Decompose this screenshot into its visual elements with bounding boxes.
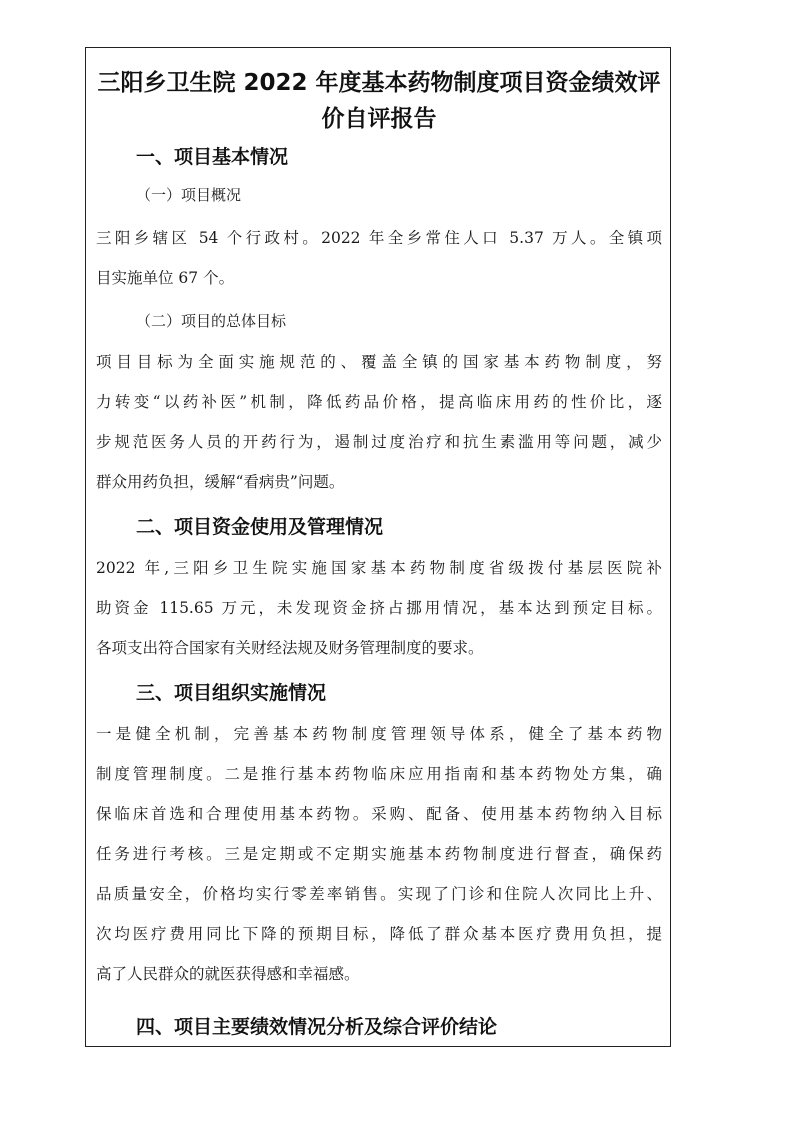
funds-line-3: 各项支出符合国家有关财经法规及财务管理制度的要求。 (96, 639, 484, 657)
goals-line-4: 群众用药负担，缓解“看病贵”问题。 (96, 473, 345, 491)
section-heading-basic-info: 一、项目基本情况 (136, 146, 289, 168)
implementation-line-1: 一是健全机制，完善基本药物制度管理领导体系，健全了基本药物 (96, 725, 662, 743)
section-heading-funds: 二、项目资金使用及管理情况 (136, 516, 384, 538)
subsection-heading-goals: （二）项目的总体目标 (136, 312, 287, 330)
overview-line-2: 目实施单位 67 个。 (96, 269, 235, 287)
document-frame (85, 47, 671, 1047)
overview-line-1: 三阳乡辖区 54 个行政村。2022 年全乡常住人口 5.37 万人。全镇项 (96, 229, 662, 247)
document-title-line-1: 三阳乡卫生院 2022 年度基本药物制度项目资金绩效评 (97, 70, 661, 96)
document-title-line-2: 价自评报告 (321, 106, 437, 132)
section-heading-implementation: 三、项目组织实施情况 (136, 682, 327, 704)
goals-line-1: 项目目标为全面实施规范的、覆盖全镇的国家基本药物制度，努 (96, 353, 662, 371)
implementation-line-4: 任务进行考核。三是定期或不定期实施基本药物制度进行督查，确保药 (96, 845, 662, 863)
implementation-line-3: 保临床首选和合理使用基本药物。采购、配备、使用基本药物纳入目标 (96, 805, 662, 823)
implementation-line-5: 品质量安全，价格均实行零差率销售。实现了门诊和住院人次同比上升、 (96, 885, 662, 903)
subsection-heading-overview: （一）项目概况 (136, 186, 242, 204)
goals-line-2: 力转变“以药补医”机制，降低药品价格，提高临床用药的性价比，逐 (96, 393, 662, 411)
implementation-line-2: 制度管理制度。二是推行基本药物临床应用指南和基本药物处方集，确 (96, 765, 662, 783)
implementation-line-7: 高了人民群众的就医获得感和幸福感。 (96, 965, 360, 983)
section-heading-performance: 四、项目主要绩效情况分析及综合评价结论 (136, 1016, 498, 1038)
funds-line-2: 助资金 115.65 万元，未发现资金挤占挪用情况，基本达到预定目标。 (96, 599, 662, 617)
funds-line-1: 2022 年,三阳乡卫生院实施国家基本药物制度省级拨付基层医院补 (96, 559, 662, 577)
goals-line-3: 步规范医务人员的开药行为，遏制过度治疗和抗生素滥用等问题，减少 (96, 433, 662, 451)
implementation-line-6: 次均医疗费用同比下降的预期目标，降低了群众基本医疗费用负担，提 (96, 925, 662, 943)
